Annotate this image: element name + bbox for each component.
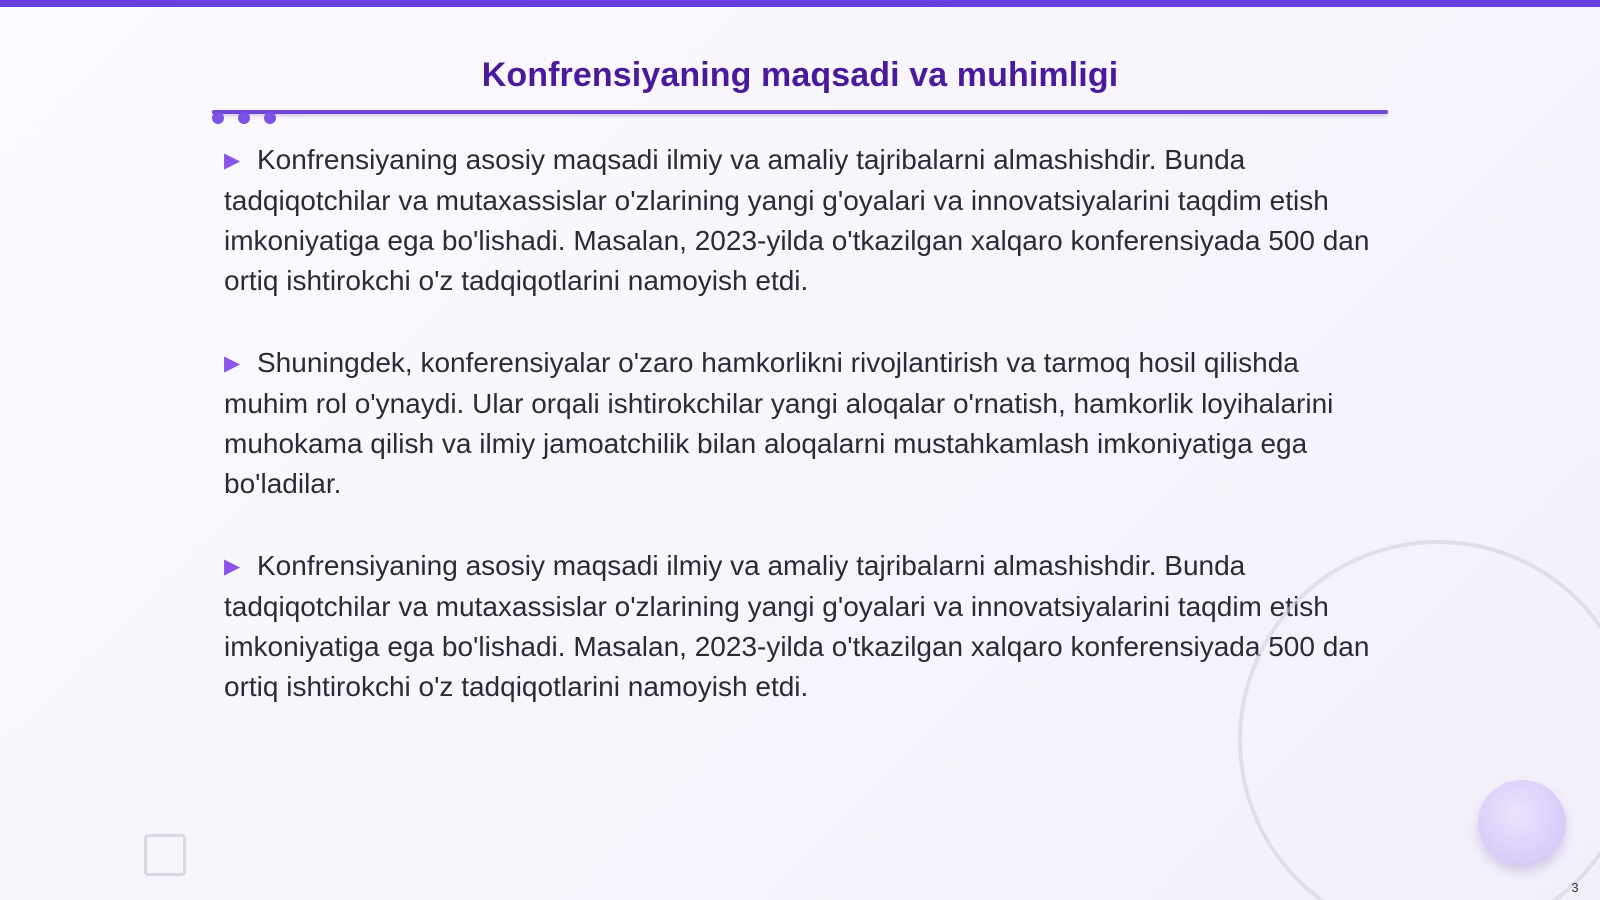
title-dots-decoration xyxy=(212,112,284,126)
paragraph-text: Konfrensiyaning asosiy maqsadi ilmiy va amaliy tajribalarni almashishdir. Bunda tadqiqotchilar va mutaxassislar o'zlarining yangi g'oyalari va innovatsiyalarini taqdim etish imkoniyatiga ega bo'lishadi. Masalan, 2023-yilda o'tkazilgan xalqaro konferensiyada 500 dan ortiq ishtirokchi o'z tadqiqotlarini namoyish etdi. xyxy=(224,144,1370,296)
paragraph-text: Konfrensiyaning asosiy maqsadi ilmiy va amaliy tajribalarni almashishdir. Bunda tadqiqotchilar va mutaxassislar o'zlarining yangi g'oyalari va innovatsiyalarini taqdim etish imkoniyatiga ega bo'lishadi. Masalan, 2023-yilda o'tkazilgan xalqaro konferensiyada 500 dan ortiq ishtirokchi o'z tadqiqotlarini namoyish etdi. xyxy=(224,550,1370,702)
triangle-bullet-icon: ▶ xyxy=(224,149,241,172)
slide-title: Konfrensiyaning maqsadi va muhimligi xyxy=(481,56,1119,94)
decor-dot xyxy=(212,112,224,124)
bullet-paragraph-3 xyxy=(224,546,1374,707)
bullet-paragraph-2 xyxy=(224,343,1374,504)
bullet-paragraph-1 xyxy=(224,140,1374,301)
decorative-square xyxy=(144,834,186,876)
triangle-bullet-icon: ▶ xyxy=(224,555,241,578)
slide-content xyxy=(224,140,1374,749)
page-number: 3 xyxy=(1571,880,1579,895)
title-underline xyxy=(212,110,1388,114)
paragraph-text: Shuningdek, konferensiyalar o'zaro hamkorlikni rivojlantirish va tarmoq hosil qilishda muhim rol o'ynaydi. Ular orqali ishtirokchilar yangi aloqalar o'rnatish, hamkorlik loyihalarini muhokama qilish va ilmiy jamoatchilik bilan aloqalarni mustahkamlash imkoniyatiga ega bo'ladilar. xyxy=(224,347,1334,499)
triangle-bullet-icon: ▶ xyxy=(224,352,241,375)
decor-dot xyxy=(238,112,250,124)
decorative-sphere xyxy=(1478,780,1566,866)
top-accent-bar xyxy=(0,0,1600,7)
decor-dot xyxy=(264,112,276,124)
